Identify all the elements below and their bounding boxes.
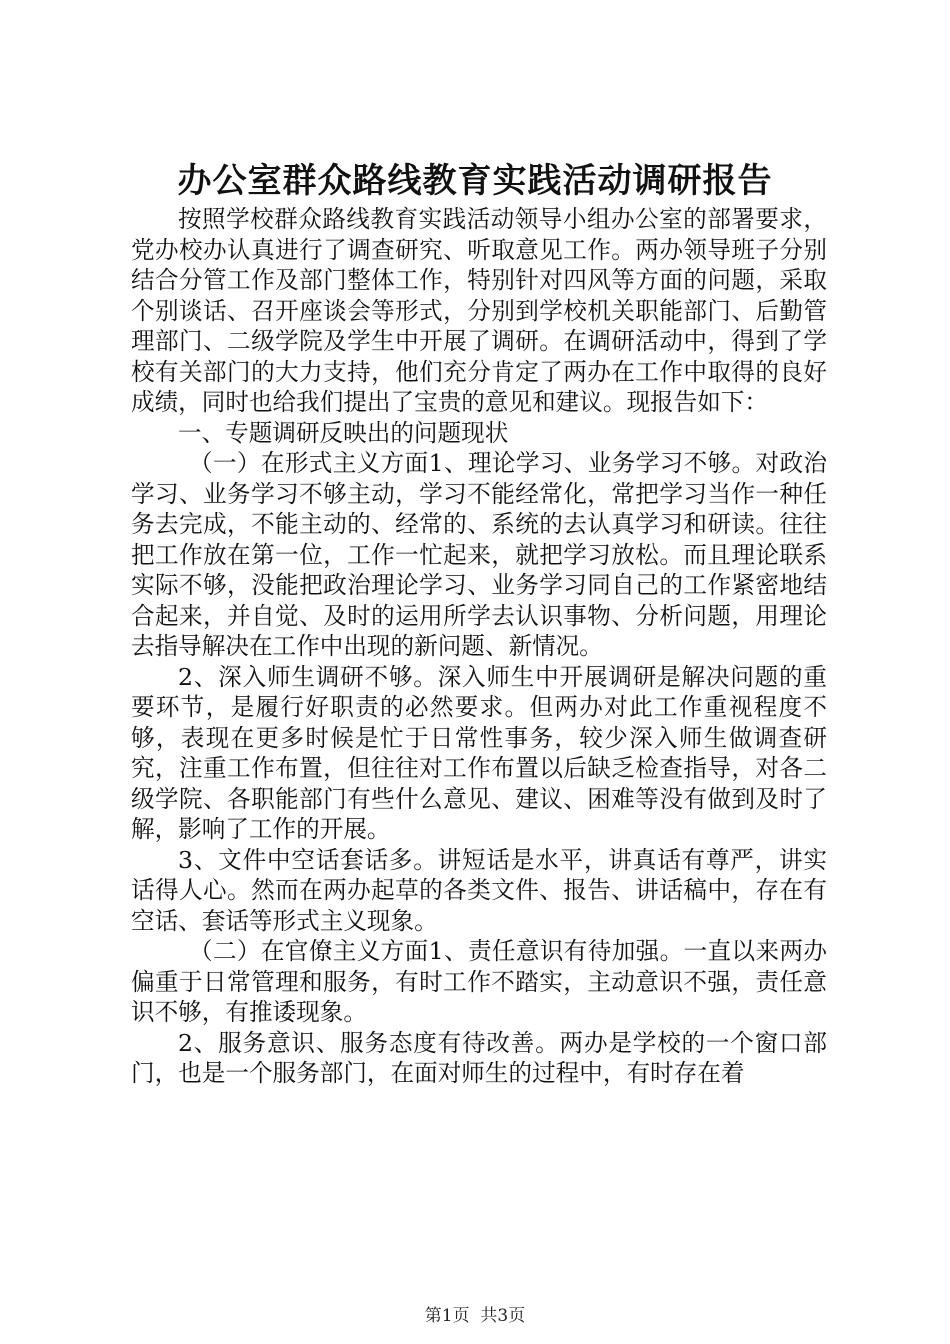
paragraph-documents: 3、文件中空话套话多。讲短话是水平，讲真话有尊严，讲实话得人心。然而在两办起草的各类文件、报告、讲话稿中，存在有空话、套话等形式主义现象。 (131, 845, 827, 935)
page-number: 第1页 (424, 1306, 470, 1326)
document-title: 办公室群众路线教育实践活动调研报告 (177, 161, 773, 201)
paragraph-research: 2、深入师生调研不够。深入师生中开展调研是解决问题的重要环节，是履行好职责的必然要求。但两办对此工作重视程度不够，表现在更多时候是忙于日常性事务，较少深入师生做调查研究，注重工作布置，但往往对工作布置以后缺乏检查指导，对各二级学院、各职能部门有些什么意见、建议、困难等没有做到及时了解，影响了工作的开展。 (131, 662, 827, 843)
document-body (131, 204, 827, 1089)
paragraph-service: 2、服务意识、服务态度有待改善。两办是学校的一个窗口部门，也是一个服务部门，在面对师生的过程中，有时存在着 (131, 1028, 827, 1087)
page-footer (0, 1304, 950, 1328)
paragraph-intro: 按照学校群众路线教育实践活动领导小组办公室的部署要求，党办校办认真进行了调查研究、听取意见工作。两办领导班子分别结合分管工作及部门整体工作，特别针对四风等方面的问题，采取个别谈话、召开座谈会等形式，分别到学校机关职能部门、后勤管理部门、二级学院及学生中开展了调研。在调研活动中，得到了学校有关部门的大力支持，他们充分肯定了两办在工作中取得的良好成绩，同时也给我们提出了宝贵的意见和建议。现报告如下： (131, 205, 827, 416)
paragraph-formalism: （一）在形式主义方面1、理论学习、业务学习不够。对政治学习、业务学习不够主动，学习不能经常化，常把学习当作一种任务去完成，不能主动的、经常的、系统的去认真学习和研读。往往把工作放在第一位，工作一忙起来，就把学习放松。而且理论联系实际不够，没能把政治理论学习、业务学习同自己的工作紧密地结合起来，并自觉、及时的运用所学去认识事物、分析问题，用理论去指导解决在工作中出现的新问题、新情况。 (131, 449, 827, 660)
page-total: 共3页 (480, 1306, 526, 1326)
paragraph-bureaucratism: （二）在官僚主义方面1、责任意识有待加强。一直以来两办偏重于日常管理和服务，有时工作不踏实，主动意识不强，责任意识不够，有推诿现象。 (131, 937, 827, 1026)
section-heading-1: 一、专题调研反映出的问题现状 (178, 418, 509, 447)
